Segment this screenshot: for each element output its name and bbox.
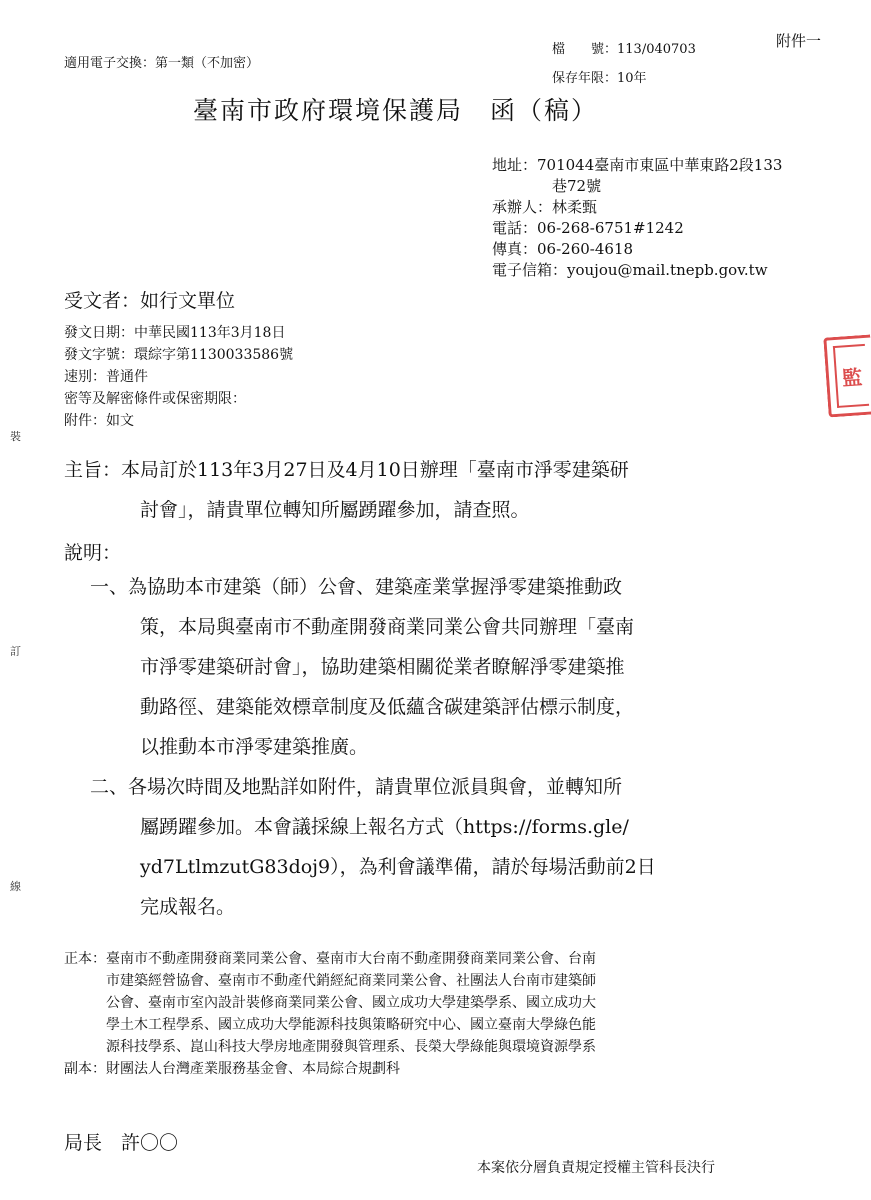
item1-line-5: 以推動本市淨零建築推廣。	[140, 736, 369, 758]
file-number	[552, 42, 696, 58]
handler: 承辦人：林柔甄	[492, 198, 598, 216]
main-recipients-label: 正本：	[64, 951, 106, 967]
item2-line-1: 二、各場次時間及地點詳如附件，請貴單位派員與會，並轉知所	[90, 776, 623, 798]
contact-block	[492, 155, 782, 281]
retention-label: 保存年限：	[552, 71, 618, 86]
attachment-label: 附件一	[776, 32, 822, 50]
address-line-2: 巷72號	[552, 177, 602, 195]
binding-mark-zhuang: 裝	[10, 430, 21, 443]
binding-mark-ding: 訂	[10, 645, 21, 658]
main-recipient-line-4: 學土木工程學系、國立成功大學能源科技與策略研究中心、國立臺南大學綠色能	[106, 1017, 596, 1033]
explanation-label: 說明：	[64, 542, 122, 564]
main-recipient-line-5: 源科技學系、崑山科技大學房地產開發與管理系、長榮大學綠能與環境資源學系	[106, 1039, 596, 1055]
retention-value: 10年	[617, 71, 647, 86]
item1-line-3: 市淨零建築研討會」，協助建築相關從業者瞭解淨零建築推	[140, 656, 625, 678]
binding-mark-xian: 線	[10, 880, 21, 893]
main-recipient-line-3: 公會、臺南市室內設計裝修商業同業公會、國立成功大學建築學系、國立成功大	[106, 995, 596, 1011]
copy-recipients-label: 副本：	[64, 1061, 106, 1077]
fax: 傳真：06-260-4618	[492, 240, 634, 258]
explanation-item-1	[90, 567, 634, 767]
seal-text: 監	[841, 364, 863, 390]
subject	[64, 450, 629, 530]
distribution-main	[64, 948, 596, 1080]
delivery-speed: 速別：普通件	[64, 369, 148, 385]
item1-line-2: 策，本局與臺南市不動產開發商業同業公會共同辦理「臺南	[140, 616, 635, 638]
document-number: 發文字號：環綜字第1130033586號	[64, 347, 294, 363]
phone: 電話：06-268-6751#1242	[492, 219, 684, 237]
item2-line-3: yd7LtlmzutG83doj9），為利會議準備，請於每場活動前2日	[140, 856, 656, 878]
address-line-1: 地址：701044臺南市東區中華東路2段133	[492, 156, 783, 174]
director-signature: 局長 許〇〇	[64, 1132, 179, 1154]
meta-block	[64, 322, 293, 432]
file-number-value: 113/040703	[617, 42, 696, 57]
retention-period	[552, 71, 647, 87]
attachment-info: 附件：如文	[64, 413, 134, 429]
official-seal-stamp	[823, 334, 871, 417]
item2-line-2: 屬踴躍參加。本會議採線上報名方式（https://forms.gle/	[140, 816, 629, 838]
secrecy-level: 密等及解密條件或保密期限：	[64, 391, 246, 407]
item2-line-4: 完成報名。	[140, 896, 236, 918]
item1-line-4: 動路徑、建築能效標章制度及低蘊含碳建築評估標示制度，	[140, 696, 635, 718]
main-recipient-line-2: 市建築經營協會、臺南市不動產代銷經紀商業同業公會、社團法人台南市建築師	[106, 973, 596, 989]
main-recipient-line-1: 臺南市不動產開發商業同業公會、臺南市大台南不動產開發商業同業公會、台南	[106, 951, 596, 967]
email: 電子信箱：youjou@mail.tnepb.gov.tw	[492, 261, 768, 279]
issue-date: 發文日期：中華民國113年3月18日	[64, 325, 286, 341]
document-title: 臺南市政府環境保護局 函（稿）	[193, 96, 599, 125]
copy-recipients: 財團法人台灣產業服務基金會、本局綜合規劃科	[106, 1061, 400, 1077]
delegation-note: 本案依分層負責規定授權主管科長決行	[477, 1160, 715, 1176]
recipient: 受文者：如行文單位	[64, 290, 236, 312]
exchange-type: 適用電子交換：第一類（不加密）	[64, 56, 260, 71]
subject-line-2: 討會」，請貴單位轉知所屬踴躍參加，請查照。	[140, 499, 530, 521]
subject-line-1: 主旨：本局訂於113年3月27日及4月10日辦理「臺南市淨零建築研	[64, 459, 629, 481]
item1-line-1: 一、為協助本市建築（師）公會、建築產業掌握淨零建築推動政	[90, 576, 623, 598]
file-number-label: 檔 號：	[552, 42, 618, 57]
explanation-item-2	[90, 767, 656, 927]
